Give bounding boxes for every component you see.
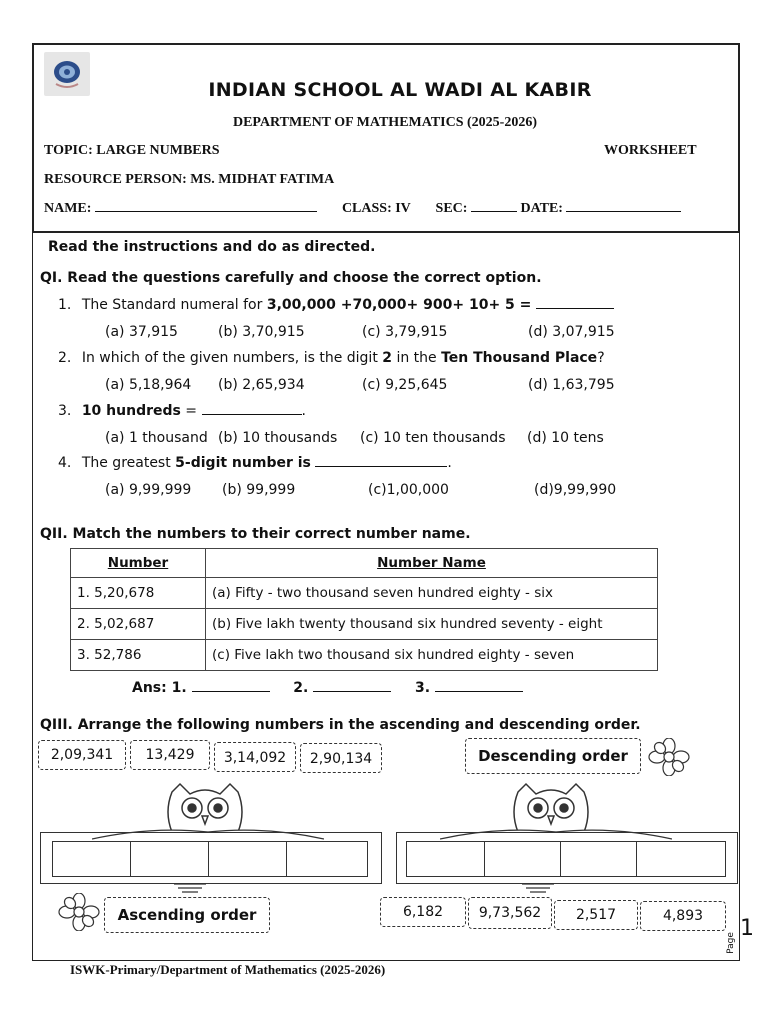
row3-name: (c) Five lakh two thousand six hundred eighty - seven [206,640,658,671]
q4-option-c[interactable]: (c)1,00,000 [368,482,449,498]
q3-number: 3. [58,403,72,419]
q2-option-d[interactable]: (d) 1,63,795 [528,377,615,393]
question-4 [58,455,452,471]
q4-option-b[interactable]: (b) 99,999 [222,482,296,498]
info-line [44,201,681,217]
q3-text: 10 hundreds [81,403,181,419]
ans2-blank[interactable] [313,690,391,692]
date-label: DATE: [520,201,563,216]
q4-text: The greatest [81,455,176,471]
row2-name: (b) Five lakh twenty thousand six hundred seventy - eight [206,609,658,640]
q1-option-c[interactable]: (c) 3,79,915 [362,324,448,340]
q2-digit: 2 [382,350,393,366]
q2-option-b[interactable]: (b) 2,65,934 [218,377,305,393]
q3-option-c[interactable]: (c) 10 ten thousands [360,430,506,446]
section2-title: QII. Match the numbers to their correct number name. [40,526,471,542]
q1-expression: 3,00,000 +70,000+ 900+ 10+ 5 = [266,297,532,313]
q3-blank[interactable] [202,413,302,415]
section1-title: QI. Read the questions carefully and choose the correct option. [40,270,542,286]
worksheet-label: WORKSHEET [604,143,697,158]
number-card[interactable]: 2,90,134 [300,743,382,773]
answer-cell[interactable] [286,841,368,877]
match-table [70,548,658,671]
q2-option-c[interactable]: (c) 9,25,645 [362,377,448,393]
q4-option-d[interactable]: (d)9,99,990 [534,482,617,498]
number-card[interactable]: 6,182 [380,897,466,927]
table-row [71,609,658,640]
flower-icon [58,893,100,931]
table-row [71,640,658,671]
answer-cell[interactable] [406,841,486,877]
ans3-label: 3. [414,680,431,696]
topic: TOPIC: LARGE NUMBERS [44,143,220,158]
q3-end: . [301,403,306,419]
ans2-label: 2. [293,680,309,696]
date-field[interactable] [566,210,681,212]
q3-option-b[interactable]: (b) 10 thousands [218,430,338,446]
q4-bold: 5-digit number is [175,455,311,471]
q3-option-d[interactable]: (d) 10 tens [527,430,604,446]
page-marker [725,916,760,956]
answer-cell[interactable] [52,841,132,877]
ans3-blank[interactable] [435,690,523,692]
row2-number: 2. 5,02,687 [71,609,206,640]
ans1-blank[interactable] [192,690,270,692]
q4-option-a[interactable]: (a) 9,99,999 [105,482,192,498]
answer-cell[interactable] [484,841,562,877]
q1-blank[interactable] [536,307,614,309]
q2-option-a[interactable]: (a) 5,18,964 [105,377,192,393]
question-2 [58,350,605,366]
ans-label: Ans: 1. [132,680,187,696]
section3-title: QIII. Arrange the following numbers in the ascending and descending order. [40,717,641,733]
q3-option-a[interactable]: (a) 1 thousand [105,430,208,446]
number-card[interactable]: 2,09,341 [38,740,126,770]
sec-field[interactable] [471,210,517,212]
owl-feet [170,882,210,894]
q2-text-mid: in the [392,350,442,366]
flower-icon [648,738,690,776]
name-label: NAME: [44,201,92,216]
table-row [71,578,658,609]
q1-option-b[interactable]: (b) 3,70,915 [218,324,305,340]
q4-end: . [447,455,452,471]
sec-label: SEC: [435,201,468,216]
school-name: INDIAN SCHOOL AL WADI AL KABIR [208,79,592,101]
instructions: Read the instructions and do as directed. [48,239,376,255]
department-title: DEPARTMENT OF MATHEMATICS (2025-2026) [232,115,537,130]
footer-text: ISWK-Primary/Department of Mathematics (2025-2026) [70,962,386,977]
q2-place: Ten Thousand Place [441,350,598,366]
answer-cell[interactable] [130,841,210,877]
answer-cell[interactable] [636,841,726,877]
number-card[interactable]: 2,517 [554,900,638,930]
q2-text: In which of the given numbers, is the digit [81,350,383,366]
question-1 [58,297,614,313]
answer-line [132,680,523,696]
q4-blank[interactable] [315,465,447,467]
ascending-order-label: Ascending order [104,897,270,933]
number-card[interactable]: 4,893 [640,901,726,931]
row1-name: (a) Fifty - two thousand seven hundred eighty - six [206,578,658,609]
name-field[interactable] [95,210,317,212]
q2-number: 2. [58,350,72,366]
q1-option-d[interactable]: (d) 3,07,915 [528,324,615,340]
page-label: Page [725,932,736,954]
descending-order-label: Descending order [465,738,641,774]
row3-number: 3. 52,786 [71,640,206,671]
q2-text-end: ? [597,350,605,366]
page-number: 1 [740,916,754,941]
header-number: Number [71,549,206,578]
class-label: CLASS: IV [341,201,411,216]
q1-option-a[interactable]: (a) 37,915 [105,324,178,340]
answer-cell[interactable] [560,841,638,877]
resource-person: RESOURCE PERSON: MS. MIDHAT FATIMA [44,172,335,187]
answer-cell[interactable] [208,841,288,877]
table-header-row [71,549,658,578]
header-number-name: Number Name [206,549,658,578]
row1-number: 1. 5,20,678 [71,578,206,609]
q4-number: 4. [58,455,72,471]
question-3 [58,403,306,419]
q1-text: The Standard numeral for [81,297,267,313]
owl-feet [518,882,558,894]
q3-equals: = [180,403,202,419]
number-card[interactable]: 9,73,562 [468,897,552,929]
number-card[interactable]: 3,14,092 [214,742,296,772]
q1-number: 1. [58,297,72,313]
number-card[interactable]: 13,429 [130,740,210,770]
